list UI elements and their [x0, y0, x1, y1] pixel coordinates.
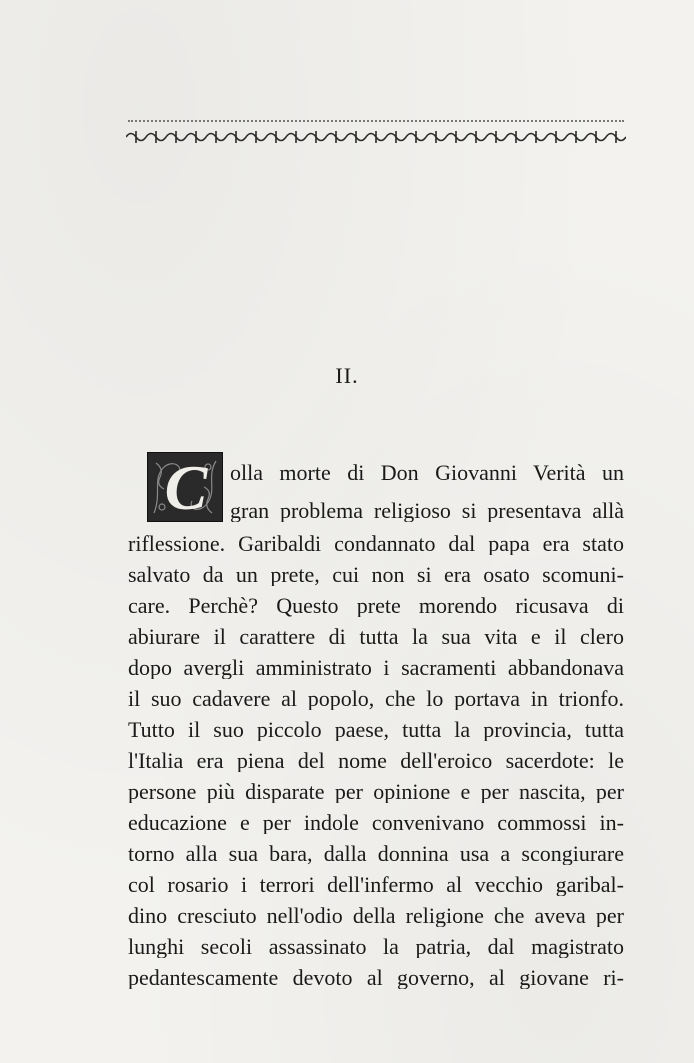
ornament-motif	[186, 131, 206, 143]
ornament-motif	[226, 131, 246, 143]
ornament-motif	[426, 131, 446, 143]
ornament-motif	[486, 131, 506, 143]
chapter-number: II.	[335, 363, 359, 388]
text-line: Tutto il suo piccolo paese, tutta la provincia, tutta	[128, 719, 624, 741]
ornament-motif	[126, 131, 146, 143]
drop-cap-letter: C	[164, 452, 208, 523]
text-line: gran problema religioso si presentava allà	[230, 500, 624, 522]
text-line: l'Italia era piena del nome dell'eroico sacerdote: le	[128, 750, 624, 772]
ornament-motif	[406, 131, 426, 143]
ornament-motif	[166, 131, 186, 143]
ornament-motif	[566, 131, 586, 143]
ornament-motif	[446, 131, 466, 143]
header-dotted-rule	[128, 120, 624, 122]
ornament-motif	[346, 131, 366, 143]
drop-cap	[147, 452, 223, 522]
text-line: dino cresciuto nell'odio della religione che aveva per	[128, 905, 624, 927]
text-line: col rosario i terrori dell'infermo al vecchio garibal-	[128, 874, 624, 896]
ornament-motif	[386, 131, 406, 143]
ornament-motif	[326, 131, 346, 143]
text-line: olla morte di Don Giovanni Verità un	[230, 462, 624, 484]
text-line: salvato da un prete, cui non si era osato scomuni-	[128, 564, 624, 586]
ornament-motif	[246, 131, 266, 143]
text-line: il suo cadavere al popolo, che lo portava in trionfo.	[128, 688, 624, 710]
header-ornament-band	[126, 128, 626, 146]
ornament-motif	[506, 131, 526, 143]
text-line: persone più disparate per opinione e per nascita, per	[128, 781, 624, 803]
text-line: abiurare il carattere di tutta la sua vita e il clero	[128, 626, 624, 648]
ornament-motif	[466, 131, 486, 143]
ornament-motif	[306, 131, 326, 143]
ornament-motif	[546, 131, 566, 143]
text-line: lunghi secoli assassinato la patria, dal magistrato	[128, 936, 624, 958]
ornament-motif	[366, 131, 386, 143]
text-line: riflessione. Garibaldi condannato dal papa era stato	[128, 533, 624, 555]
text-line: torno alla sua bara, dalla donnina usa a scongiurare	[128, 843, 624, 865]
text-line: care. Perchè? Questo prete morendo ricusava di	[128, 595, 624, 617]
text-line: dopo avergli amministrato i sacramenti abbandonava	[128, 657, 624, 679]
ornament-motif	[606, 131, 626, 143]
text-line: educazione e per indole convenivano commossi in-	[128, 812, 624, 834]
ornament-motif	[586, 131, 606, 143]
ornament-motif	[526, 131, 546, 143]
ornament-motif	[266, 131, 286, 143]
text-line: pedantescamente devoto al governo, al giovane ri-	[128, 967, 624, 989]
ornament-motif	[206, 131, 226, 143]
ornament-motif	[286, 131, 306, 143]
ornament-motif	[146, 131, 166, 143]
